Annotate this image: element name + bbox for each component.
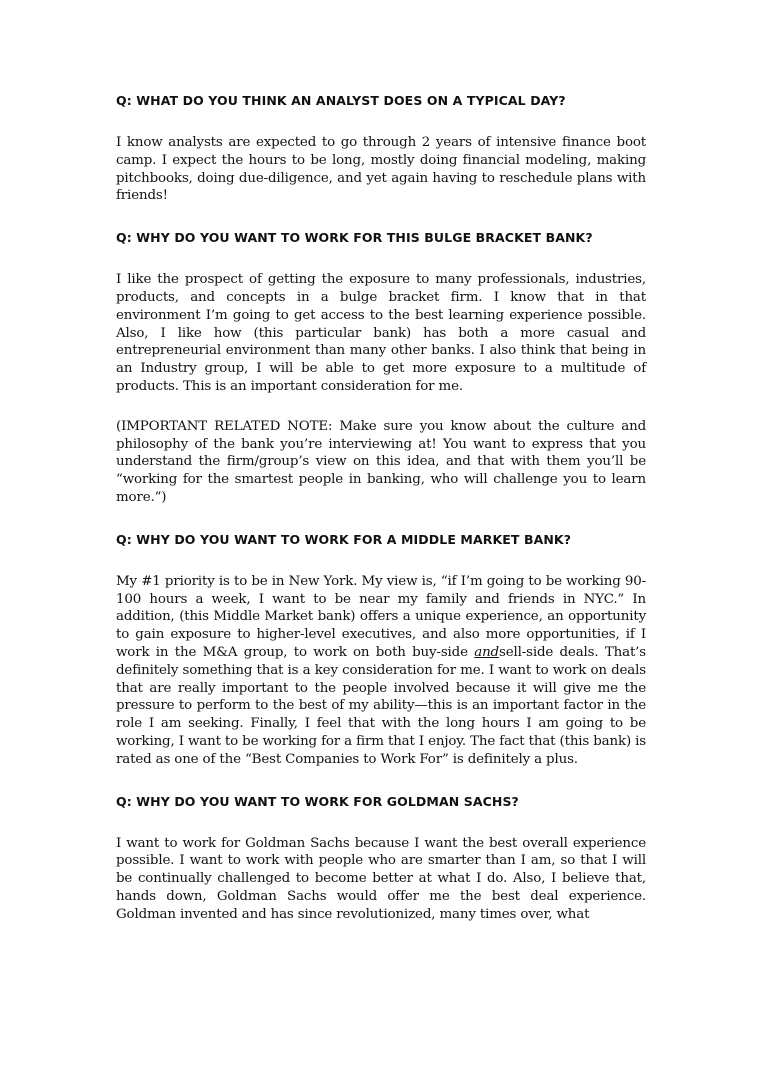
- answer-analyst-typical-day: I know analysts are expected to go through 2 years of intensive finance boot camp. I expect the hours to be long, mostly doing financial modeling, making pitchbooks, doing due-diligence, and yet again having to reschedule plans with friends!: [116, 135, 646, 204]
- answer-middle-market-emphasis: and: [474, 644, 499, 660]
- document-page: [116, 90, 646, 946]
- answer-bulge-bracket-bank: I like the prospect of getting the exposure to many professionals, industries, products, and concepts in a bulge bracket firm. I know that in that environment I’m going to get access to the best learning experience possible. Also, I like how (this particular bank) has both a more casual and entrepreneurial environment than many other banks. I also think that being in an Industry group, I will be able to get more exposure to a multitude of products. This is an important consideration for me.: [116, 272, 646, 394]
- answer-goldman-sachs: I want to work for Goldman Sachs because I want the best overall experience possible. I want to work with people who are smarter than I am, so that I will be continually challenged to become better at what I do. Also, I believe that, hands down, Goldman Sachs would offer me the best deal experience. Goldman invented and has since revolutionized, many times over, what: [116, 835, 646, 922]
- answer-middle-market-bank: [116, 573, 646, 769]
- question-bulge-bracket-bank: Q: WHY DO YOU WANT TO WORK FOR THIS BULGE BRACKET BANK?: [116, 230, 593, 246]
- question-goldman-sachs: Q: WHY DO YOU WANT TO WORK FOR GOLDMAN SACHS?: [116, 793, 519, 809]
- answer-middle-market-part-2: sell-side deals. That’s definitely something that is a key consideration for me. I want to work on deals that are really important to the people involved because it will give me the pressure to perform to the best of my ability—this is an important factor in the role I am seeking. Finally, I feel that with the long hours I am going to be working, I want to be working for a firm that I enjoy. The fact that (this bank) is rated as one of the “Best Companies to Work For” is definitely a plus.: [116, 644, 646, 767]
- question-analyst-typical-day: Q: WHAT DO YOU THINK AN ANALYST DOES ON A TYPICAL DAY?: [116, 93, 566, 108]
- important-related-note: (IMPORTANT RELATED NOTE: Make sure you know about the culture and philosophy of the bank you’re interviewing at! You want to express that you understand the firm/group’s view on this idea, and that with them you’ll be “working for the smartest people in banking, who will challenge you to learn more.”): [116, 418, 646, 505]
- question-middle-market-bank: Q: WHY DO YOU WANT TO WORK FOR A MIDDLE MARKET BANK?: [116, 531, 572, 547]
- answer-middle-market-part-1: My #1 priority is to be in New York. My view is, “if I’m going to be working 90-100 hours a week, I want to be near my family and friends in NYC.” In addition, (this Middle Market bank) offers a unique experience, an opportunity to gain exposure to higher-level executives, and also more opportunities, if I work in the M&A group, to work on both buy-side: [116, 573, 646, 660]
